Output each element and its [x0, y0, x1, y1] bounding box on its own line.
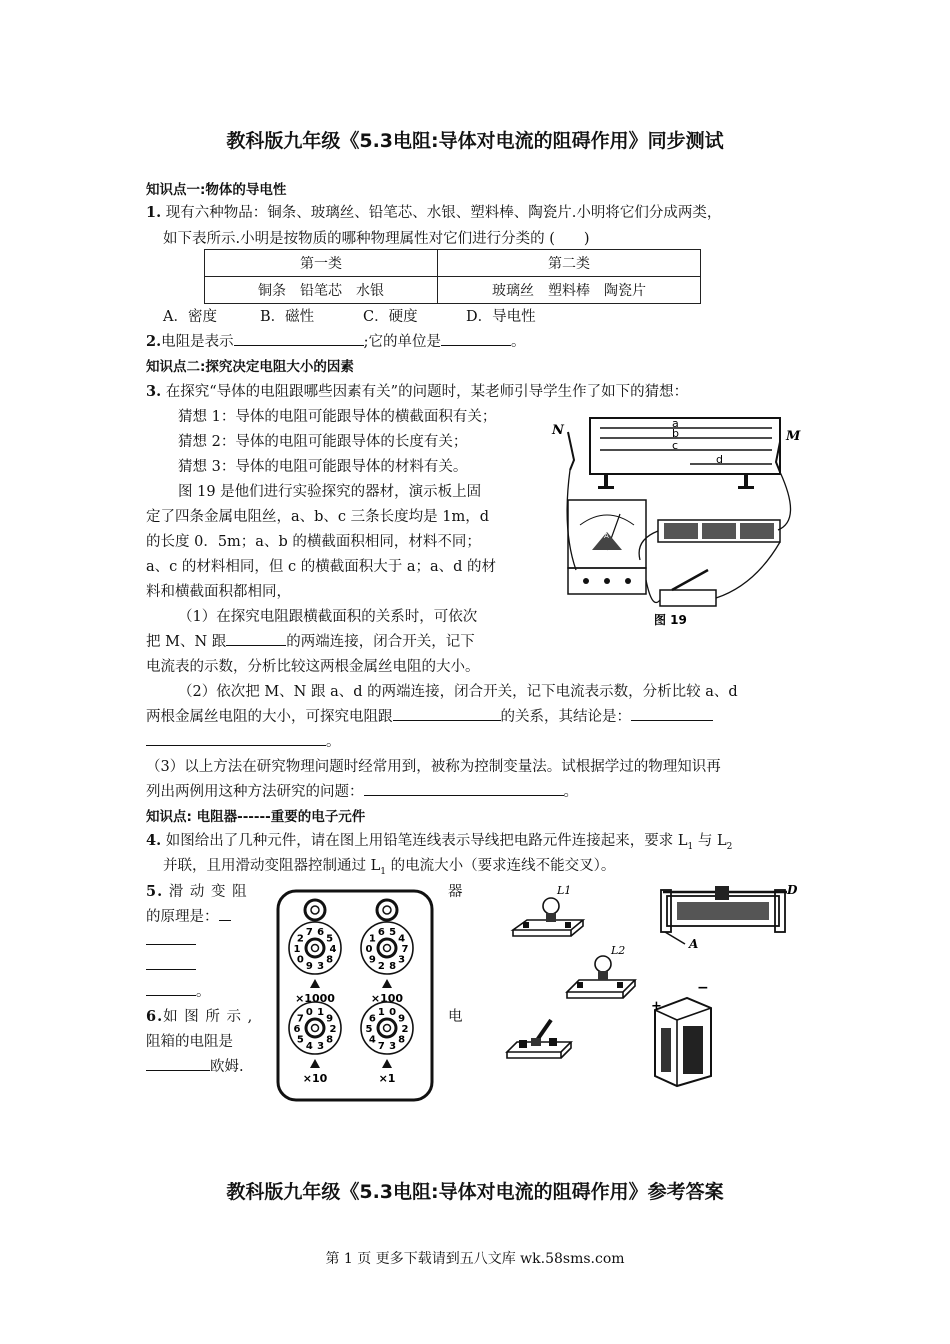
- resistance-dial[interactable]: [289, 922, 341, 1005]
- rheostat[interactable]: [661, 883, 798, 951]
- question-text: 的原理是：: [146, 909, 219, 925]
- page-footer: 第 1 页 更多下载请到五八文库 wk.58sms.com: [325, 1251, 625, 1267]
- guess-3: 猜想 3：导体的电阻可能跟导体的材料有关。: [178, 459, 468, 475]
- knife-switch[interactable]: [507, 1020, 571, 1058]
- answer-blank[interactable]: [219, 906, 231, 921]
- punctuation: 。: [563, 784, 578, 800]
- figure-19-experiment-apparatus: [540, 410, 810, 630]
- question-number: 3.: [146, 383, 162, 400]
- label-m: M: [786, 429, 801, 444]
- dial-digit: 4: [368, 1034, 376, 1046]
- pointer-icon: [382, 979, 392, 988]
- dial-digit: 6: [293, 1024, 301, 1035]
- paragraph-line: 的长度 0．5m；a、b 的横截面积相同，材料不同；: [146, 534, 481, 550]
- resistance-dial[interactable]: [361, 1002, 413, 1085]
- lamp-l1[interactable]: [513, 884, 583, 936]
- dial-digit: 5: [365, 1024, 373, 1035]
- sub-question-2: （2）依次把 M、N 跟 a、d 的两端连接，闭合开关，记下电流表示数，分析比较 a、d: [178, 684, 738, 700]
- dial-multiplier: ×100: [370, 992, 404, 1005]
- question-number: 4.: [146, 832, 162, 849]
- dial-digit: 0: [365, 944, 373, 955]
- dial-digit: 2: [329, 1024, 337, 1035]
- question-text: 欧姆.: [210, 1059, 244, 1075]
- dial-multiplier: ×1: [378, 1072, 396, 1085]
- negative-terminal-icon: −: [697, 980, 709, 996]
- resistance-box-figure: [275, 888, 435, 1103]
- pointer-icon: [310, 979, 320, 988]
- dial-digit: 7: [401, 944, 409, 955]
- dial-digit: 9: [398, 1013, 406, 1025]
- sub-question-1-line2: [146, 630, 475, 651]
- question-text: 现有六种物品：铜条、玻璃丝、铅笔芯、水银、塑料棒、陶瓷片.小明将它们分成两类，: [165, 205, 722, 221]
- dial-digit: 6: [317, 926, 325, 938]
- question-text: 把 M、N 跟: [146, 634, 227, 650]
- question-6: [146, 1005, 253, 1026]
- dial-digit: 9: [305, 961, 313, 973]
- circuit-components-figure: [505, 880, 825, 1090]
- dial-digit: 0: [389, 1006, 397, 1018]
- pointer-icon: [310, 1059, 320, 1068]
- label-c: c: [672, 439, 679, 452]
- pointer-icon: [382, 1059, 392, 1068]
- dial-digit: 1: [368, 933, 376, 945]
- question-text: 在探究“导体的电阻跟哪些因素有关”的问题时，某老师引导学生作了如下的猜想：: [165, 384, 689, 400]
- dial-digit: 0: [296, 954, 304, 966]
- sub-question-3: （3）以上方法在研究物理问题时经常用到，被称为控制变量法。试根据学过的物理知识再: [146, 759, 721, 775]
- resistance-dial[interactable]: [289, 1002, 341, 1085]
- sub-question-2-line3: [146, 730, 341, 751]
- figure-caption: 图 19: [654, 613, 687, 627]
- dial-digit: 3: [317, 961, 325, 973]
- question-text: 与 L: [693, 833, 727, 849]
- subscript: 1: [687, 841, 694, 852]
- subscript: 2: [726, 841, 733, 852]
- question-text: 电阻是表示: [161, 334, 234, 350]
- dial-digit: 3: [398, 954, 406, 966]
- sub-question-1-line3: 电流表的示数，分析比较这两根金属丝电阻的大小。: [146, 659, 480, 675]
- question-text: 如图给出了几种元件，请在图上用铅笔连线表示导线把电路元件连接起来，要求 L: [165, 833, 688, 849]
- option-d: D．导电性: [466, 309, 536, 325]
- question-text: 滑 动 变 阻: [168, 884, 248, 900]
- paragraph-line: 定了四条金属电阻丝，a、b、c 三条长度均是 1m，d: [146, 509, 490, 525]
- question-text: 并联，且用滑动变阻器控制通过 L: [163, 858, 381, 874]
- question-text: 如 图 所 示 ,: [163, 1009, 254, 1025]
- dial-digit: 8: [398, 1034, 406, 1046]
- answer-blank[interactable]: [441, 331, 511, 346]
- question-3: [146, 380, 688, 401]
- dial-digit: 3: [317, 1041, 325, 1053]
- question-text: ;它的单位是: [363, 334, 442, 350]
- question-text: 列出两例用这种方法研究的问题：: [146, 784, 364, 800]
- dial-digit: 1: [317, 1006, 325, 1018]
- answer-blank[interactable]: [146, 980, 211, 1001]
- dial-digit: 2: [377, 961, 385, 973]
- question-1: [146, 201, 721, 222]
- question-text: 的电流大小（要求连线不能交叉）。: [385, 858, 616, 874]
- dial-digit: 2: [296, 933, 304, 945]
- dial-digit: 5: [326, 933, 334, 945]
- punctuation: 。: [326, 734, 341, 750]
- question-4: [146, 829, 732, 852]
- table-cell-1: 铜条 铅笔芯 水银: [205, 277, 438, 304]
- paragraph-line: 料和横截面积都相同，: [146, 584, 291, 600]
- dial-multiplier: ×10: [302, 1072, 328, 1085]
- punctuation: 。: [196, 984, 211, 1000]
- sub-question-2-line2: [146, 705, 713, 726]
- classification-table: [204, 249, 701, 304]
- paragraph-line: a、c 的材料相同，但 c 的横截面积大于 a；a、d 的材: [146, 559, 497, 575]
- answer-blank[interactable]: [146, 930, 196, 949]
- dial-digit: 8: [389, 961, 397, 973]
- battery[interactable]: [651, 980, 711, 1086]
- subscript: 1: [380, 866, 386, 877]
- sub-question-1: （1）在探究电阻跟横截面积的关系时，可依次: [178, 609, 478, 625]
- question-number: 2.: [146, 333, 162, 350]
- paragraph-line: 图 19 是他们进行实验探究的器材，演示板上固: [178, 484, 482, 500]
- label-b: b: [672, 427, 679, 440]
- question-6-continued: 电: [448, 1009, 463, 1025]
- guess-1: 猜想 1：导体的电阻可能跟导体的横截面积有关；: [178, 409, 497, 425]
- positive-terminal-icon: +: [651, 999, 662, 1014]
- answer-title: 教科版九年级《5.3电阻:导体对电流的阻碍作用》参考答案: [226, 1181, 724, 1203]
- guess-2: 猜想 2：导体的电阻可能跟导体的长度有关；: [178, 434, 468, 450]
- answer-blank[interactable]: [226, 631, 286, 646]
- label-n: N: [552, 423, 564, 438]
- option-c: C．硬度: [363, 309, 418, 325]
- page-title: 教科版九年级《5.3电阻:导体对电流的阻碍作用》同步测试: [226, 130, 724, 152]
- punctuation: 。: [511, 334, 526, 350]
- dial-digit: 6: [377, 926, 385, 938]
- dial-digit: 1: [377, 1006, 385, 1018]
- terminal: [377, 900, 397, 920]
- section-heading-2: 知识点二:探究决定电阻大小的因素: [146, 359, 354, 375]
- question-6-line3: [146, 1055, 244, 1076]
- dial-digit: 9: [368, 954, 376, 966]
- resistance-dial[interactable]: [361, 922, 413, 1005]
- dial-multiplier: ×1000: [295, 992, 335, 1005]
- question-number: 6.: [146, 1008, 164, 1025]
- dial-digit: 9: [326, 1013, 334, 1025]
- dial-digit: 7: [305, 926, 313, 938]
- label-d: d: [716, 453, 723, 466]
- dial-digit: 0: [305, 1006, 313, 1018]
- dial-digit: 8: [326, 1034, 334, 1046]
- dial-digit: 7: [377, 1041, 385, 1053]
- dial-digit: 3: [389, 1041, 397, 1053]
- question-5-continued: 器: [448, 884, 463, 900]
- dial-digit: 8: [326, 954, 334, 966]
- dial-digit: 5: [389, 926, 397, 938]
- answer-blank[interactable]: [146, 731, 326, 746]
- question-4-line2: [163, 854, 615, 877]
- answer-blank[interactable]: [364, 781, 564, 796]
- dial-digit: 2: [401, 1024, 409, 1035]
- clip-n: [568, 432, 574, 470]
- question-text: 的两端连接，闭合开关，记下: [286, 634, 475, 650]
- lamp-l2[interactable]: [567, 944, 635, 998]
- section-heading-1: 知识点一:物体的导电性: [146, 182, 287, 198]
- answer-blank[interactable]: [393, 706, 501, 721]
- label-d-terminal: D: [787, 883, 798, 897]
- svg-text:A: A: [604, 532, 609, 540]
- option-a: A．密度: [163, 309, 217, 325]
- question-5-line2: [146, 905, 231, 926]
- table-cell-2: 玻璃丝 塑料棒 陶瓷片: [438, 277, 701, 304]
- section-heading-3: 知识点: 电阻器------重要的电子元件: [146, 809, 366, 825]
- dial-digit: 1: [293, 944, 301, 955]
- demo-board: [590, 418, 780, 474]
- answer-blank[interactable]: [146, 1056, 210, 1071]
- table-header-1: 第一类: [205, 250, 438, 277]
- answer-blank[interactable]: [146, 955, 196, 974]
- answer-blank[interactable]: [631, 706, 713, 721]
- dial-digit: 4: [329, 944, 337, 955]
- question-number: 1.: [146, 204, 162, 221]
- label-l2: L2: [611, 944, 626, 957]
- dial-digit: 7: [296, 1013, 304, 1025]
- question-number: 5.: [146, 883, 164, 900]
- label-a: a: [672, 417, 679, 430]
- dial-digit: 4: [305, 1041, 313, 1053]
- label-l1: L1: [557, 884, 572, 897]
- dial-digit: 5: [296, 1034, 304, 1046]
- question-6-line2: 阻箱的电阻是: [146, 1034, 233, 1050]
- option-b: B．磁性: [260, 309, 315, 325]
- dial-digit: 6: [368, 1013, 376, 1025]
- sub-question-3-line2: [146, 780, 578, 801]
- question-5: [146, 880, 248, 901]
- label-a-terminal: A: [689, 937, 699, 951]
- dial-digit: 4: [398, 933, 406, 945]
- question-2: [146, 330, 526, 351]
- question-text: 两根金属丝电阻的大小，可探究电阻跟: [146, 709, 393, 725]
- question-text: 的关系，其结论是：: [500, 709, 631, 725]
- question-1-line2: 如下表所示.小明是按物质的哪种物理属性对它们进行分类的 ( ): [163, 231, 590, 247]
- table-header-2: 第二类: [438, 250, 701, 277]
- switch: [660, 590, 716, 606]
- answer-blank[interactable]: [234, 331, 364, 346]
- terminal: [305, 900, 325, 920]
